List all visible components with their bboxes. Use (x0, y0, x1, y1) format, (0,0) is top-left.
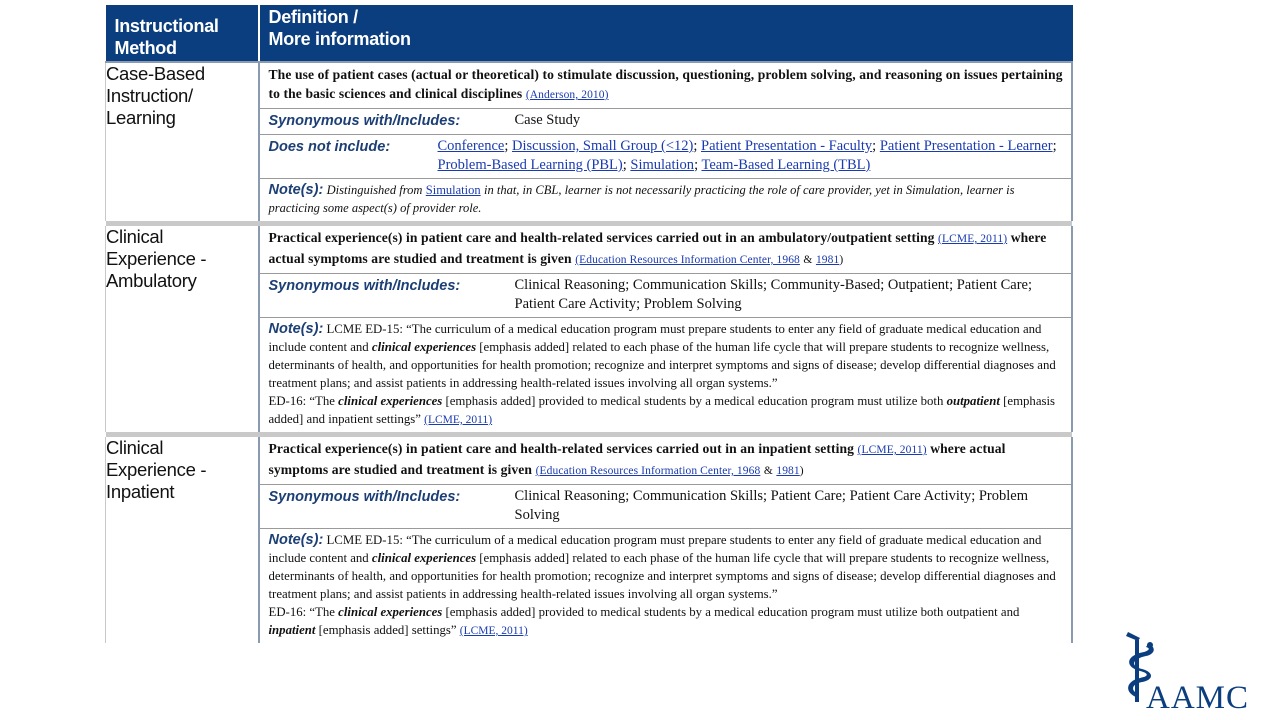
definitions-table (105, 5, 1073, 643)
note-text: [emphasis added] related to each phase of the human life cycle that will prepare students to recognize wellness, determinants of health, and opportunities for health promotion; recognize and interpret symptoms and signs of disease; develop differential diagnoses and treatment plans; and assist patients in addressing health-related issues involving all organ systems.” (268, 551, 1056, 601)
note-text: ED-16: “The (268, 394, 335, 408)
table-row (106, 437, 1073, 643)
note-text: [emphasis added] provided to medical students by a medical education program must utilize both outpatient and (445, 605, 1020, 619)
synonymous-label: Synonymous with/Includes: (268, 113, 461, 129)
method-name-line: Case-Based (106, 63, 205, 84)
note-text: Distinguished from (326, 183, 423, 197)
definitions-table-container (105, 5, 1073, 705)
aamc-logo (1118, 628, 1268, 714)
note-text: LCME ED-15: “The curriculum of a medical education program must prepare students to enter any field of graduate medical education and include content and (268, 533, 1042, 565)
citation-link[interactable]: (LCME, 2011) (938, 233, 1008, 245)
link-patient-presentation-learner[interactable]: Patient Presentation - Learner (879, 138, 1053, 154)
header-definition (259, 5, 1073, 62)
definition-body: where actual symptoms are studied and treatment is given (268, 441, 1006, 477)
method-name-line: Inpatient (106, 481, 175, 502)
definition-cell (259, 437, 1073, 643)
synonymous-value: Clinical Reasoning; Communication Skills; Patient Care; Patient Care Activity; Problem Solving (514, 488, 1028, 523)
note-emphasis: clinical experiences (338, 605, 443, 619)
notes-label: Note(s): (268, 182, 324, 198)
does-not-include-row (260, 135, 1072, 179)
definition-body: where actual symptoms are studied and treatment is given (268, 230, 1047, 266)
does-not-include-label: Does not include: (268, 139, 391, 155)
link-conference[interactable]: Conference (437, 138, 505, 154)
definition-cell (259, 226, 1073, 432)
citation-link[interactable]: (Anderson, 2010) (525, 89, 609, 101)
synonymous-value: Case Study (514, 112, 581, 128)
definition-text (260, 226, 1072, 274)
link-simulation-note[interactable]: Simulation (425, 183, 481, 197)
citation-link[interactable]: (LCME, 2011) (424, 414, 493, 426)
citation-link[interactable]: (Education Resources Information Center, 1968 (535, 465, 761, 477)
link-problem-based-learning[interactable]: Problem-Based Learning (PBL) (437, 157, 623, 173)
note-emphasis: outpatient (946, 394, 1000, 408)
synonymous-label: Synonymous with/Includes: (268, 278, 461, 294)
aamc-logo-text: AAMC (1146, 680, 1250, 716)
method-cell (106, 62, 259, 221)
note-text: [emphasis added] related to each phase of the human life cycle that will prepare students to recognize wellness, determinants of health, and opportunities for health promotion; recognize and interpret symptoms and signs of disease; develop differential diagnoses and treatment plans; and assist patients in addressing health-related issues involving all organ systems.” (268, 340, 1056, 390)
method-name-line: Clinical (106, 226, 164, 247)
definition-text (260, 437, 1072, 485)
note-text: LCME ED-15: “The curriculum of a medical education program must prepare students to enter any field of graduate medical education and include content and (268, 322, 1042, 354)
citation-close: ) (799, 465, 804, 477)
header-col2-line2: More information (268, 29, 411, 49)
synonymous-label: Synonymous with/Includes: (268, 489, 461, 505)
citation-link[interactable]: (LCME, 2011) (459, 625, 528, 637)
notes-row (260, 318, 1072, 432)
note-emphasis: inpatient (268, 623, 316, 637)
citation-link[interactable]: 1981 (815, 254, 840, 266)
method-cell (106, 437, 259, 643)
synonymous-row (260, 109, 1072, 135)
method-name-line: Instruction/ (106, 85, 193, 106)
citation-amp: & (763, 465, 773, 477)
method-name-line: Clinical (106, 437, 164, 458)
table-row (106, 62, 1073, 221)
note-text: [emphasis added] provided to medical students by a medical education program must utilize both (445, 394, 944, 408)
does-not-include-links: Conference; Discussion, Small Group (<12); Patient Presentation - Faculty; Patient Presentation - Learner; Problem-Based Learning (PBL); Simulation; Team-Based Learning (TBL) (437, 138, 1057, 173)
citation-link[interactable]: (Education Resources Information Center, 1968 (575, 254, 800, 266)
method-name-line: Ambulatory (106, 270, 197, 291)
note-emphasis: clinical experiences (371, 340, 477, 354)
definition-body: Practical experience(s) in patient care and health-related services carried out in an ambulatory/outpatient setting (268, 230, 935, 245)
header-col2-line1: Definition / (268, 7, 358, 27)
link-discussion-small-group[interactable]: Discussion, Small Group (<12) (511, 138, 694, 154)
synonymous-value: Clinical Reasoning; Communication Skills; Community-Based; Outpatient; Patient Care; Patient Care Activity; Problem Solving (514, 277, 1033, 312)
table-row (106, 226, 1073, 432)
note-text: [emphasis added] settings” (318, 623, 457, 637)
definition-body: The use of patient cases (actual or theoretical) to stimulate discussion, questioning, problem solving, and reasoning on issues pertaining to the basic sciences and clinical disciplines (268, 67, 1063, 101)
notes-label: Note(s): (268, 532, 324, 548)
header-col1-line2: Method (114, 38, 177, 58)
notes-label: Note(s): (268, 321, 324, 337)
method-name-line: Experience - (106, 459, 207, 480)
link-team-based-learning[interactable]: Team-Based Learning (TBL) (701, 157, 871, 173)
note-emphasis: clinical experiences (338, 394, 443, 408)
citation-link[interactable]: 1981 (776, 465, 800, 477)
note-emphasis: clinical experiences (371, 551, 477, 565)
header-col1-line1: Instructional (114, 16, 219, 36)
definition-text (260, 63, 1072, 109)
definition-body: Practical experience(s) in patient care and health-related services carried out in an inpatient setting (268, 441, 855, 456)
table-header-row (106, 5, 1073, 62)
method-name-line: Learning (106, 107, 176, 128)
link-patient-presentation-faculty[interactable]: Patient Presentation - Faculty (701, 138, 873, 154)
citation-close: ) (839, 254, 844, 266)
definition-cell (259, 62, 1073, 221)
notes-row (260, 179, 1072, 221)
note-text: in that, in CBL, learner is not necessarily practicing the role of care provider, yet in Simulation, learner is practicing some aspect(s) of provider role. (268, 183, 1015, 215)
citation-amp: & (803, 254, 813, 266)
synonymous-row (260, 485, 1072, 529)
method-name-line: Experience - (106, 248, 207, 269)
synonymous-row (260, 274, 1072, 318)
method-cell (106, 226, 259, 432)
citation-link[interactable]: (LCME, 2011) (857, 444, 927, 456)
link-simulation[interactable]: Simulation (630, 157, 695, 173)
note-text: ED-16: “The (268, 605, 335, 619)
note-text: [emphasis added] and inpatient settings” (268, 394, 1056, 426)
notes-row (260, 529, 1072, 643)
header-instructional-method (106, 5, 259, 62)
